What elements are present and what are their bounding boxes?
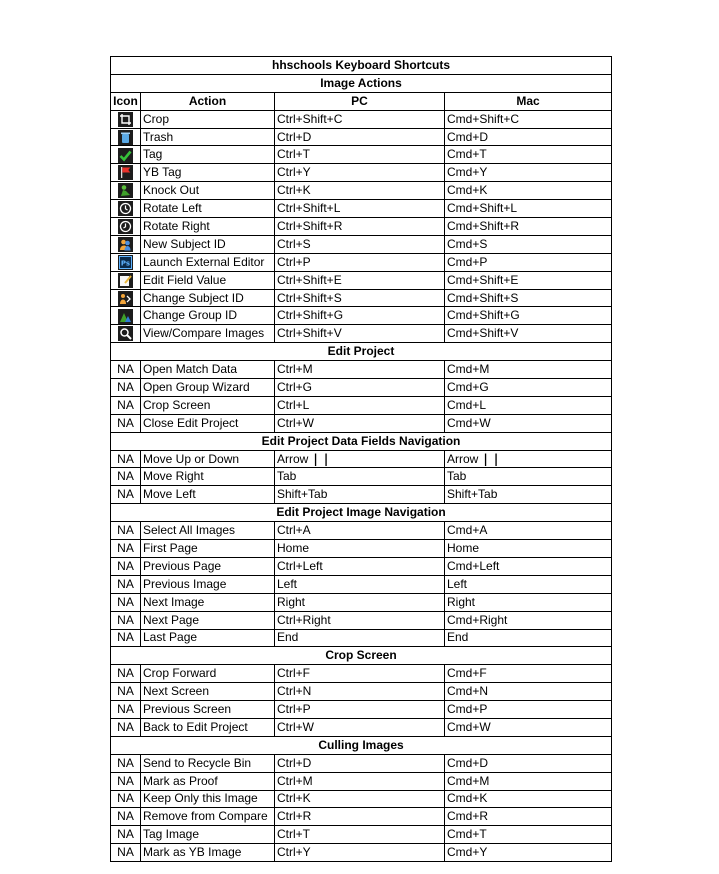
mac-shortcut-cell [445, 486, 612, 504]
action-cell: Mark as YB Image [141, 844, 275, 862]
table-row [111, 593, 612, 611]
pc-shortcut: Ctrl+Shift+R [277, 218, 343, 233]
mac-shortcut-cell [445, 271, 612, 289]
action-cell: Back to Edit Project [141, 718, 275, 736]
mac-shortcut: Cmd+Right [447, 612, 508, 627]
icon-na-cell: NA [111, 522, 141, 540]
icon-na-cell: NA [111, 593, 141, 611]
icon-cell [111, 289, 141, 307]
mac-shortcut: Arrow [447, 451, 479, 466]
mac-shortcut-cell [445, 522, 612, 540]
icon-na-cell: NA [111, 629, 141, 647]
pc-shortcut-cell [275, 772, 445, 790]
mac-shortcut-cell [445, 325, 612, 343]
section-title: Image Actions [111, 74, 612, 92]
pc-shortcut: Ctrl+D [277, 755, 312, 770]
mac-shortcut-cell [445, 253, 612, 271]
action-cell: Crop [141, 110, 275, 128]
pc-shortcut-cell [275, 110, 445, 128]
pc-shortcut-cell [275, 361, 445, 379]
mac-shortcut: Home [447, 540, 480, 555]
action-cell: Mark as Proof [141, 772, 275, 790]
mac-shortcut-cell [445, 414, 612, 432]
mac-shortcut-cell [445, 307, 612, 325]
pc-shortcut: Ctrl+T [277, 147, 310, 162]
mac-shortcut-cell [445, 701, 612, 719]
mac-shortcut: Cmd+K [447, 791, 488, 806]
pc-shortcut-cell [275, 826, 445, 844]
pc-shortcut: Tab [277, 469, 297, 484]
pc-shortcut: Ctrl+R [277, 809, 312, 824]
table-row [111, 701, 612, 719]
mac-shortcut: Cmd+M [447, 773, 490, 788]
mac-shortcut-cell [445, 468, 612, 486]
shortcuts-table [110, 56, 612, 862]
action-cell: Move Left [141, 486, 275, 504]
pc-shortcut: Ctrl+G [277, 379, 313, 394]
pc-shortcut: Ctrl+A [277, 523, 311, 538]
action-cell: Next Screen [141, 683, 275, 701]
checkmark-icon [118, 148, 133, 163]
icon-cell [111, 146, 141, 164]
mac-shortcut: Cmd+P [447, 254, 488, 269]
action-cell: Trash [141, 128, 275, 146]
pc-shortcut: Ctrl+N [277, 684, 312, 699]
mac-shortcut-cell [445, 844, 612, 862]
section-header-row [111, 647, 612, 665]
icon-na-cell: NA [111, 790, 141, 808]
pc-shortcut-cell [275, 253, 445, 271]
section-header-row [111, 432, 612, 450]
table-row [111, 754, 612, 772]
pc-shortcut: Ctrl+M [277, 362, 313, 377]
icon-cell [111, 218, 141, 236]
mac-shortcut-cell [445, 128, 612, 146]
pc-shortcut: Ctrl+Right [277, 612, 331, 627]
pc-shortcut-cell [275, 611, 445, 629]
arrow-bars-icon: | | [313, 451, 330, 466]
column-header-row [111, 92, 612, 110]
pc-shortcut: Left [277, 576, 298, 591]
table-row [111, 361, 612, 379]
table-row [111, 450, 612, 468]
pc-shortcut: Ctrl+Shift+E [277, 272, 342, 287]
icon-na-cell: NA [111, 826, 141, 844]
mac-shortcut: Cmd+Left [447, 558, 500, 573]
mac-shortcut: Cmd+P [447, 702, 488, 716]
mac-shortcut: Cmd+D [447, 755, 489, 770]
action-cell: Select All Images [141, 522, 275, 540]
section-title: Culling Images [111, 736, 612, 754]
pc-shortcut-cell [275, 182, 445, 200]
mac-shortcut-cell [445, 629, 612, 647]
action-cell: Launch External Editor [141, 253, 275, 271]
section-header-row [111, 343, 612, 361]
edit-field-icon [118, 273, 133, 288]
table-row [111, 182, 612, 200]
action-cell: Crop Screen [141, 396, 275, 414]
table-row [111, 307, 612, 325]
pc-shortcut-cell [275, 486, 445, 504]
table-row [111, 128, 612, 146]
mac-shortcut: Cmd+Shift+C [447, 111, 520, 126]
action-cell: Tag Image [141, 826, 275, 844]
icon-na-cell: NA [111, 683, 141, 701]
mac-shortcut: Left [447, 576, 468, 591]
pc-shortcut-cell [275, 557, 445, 575]
mac-shortcut-cell [445, 593, 612, 611]
pc-shortcut-cell [275, 808, 445, 826]
mac-shortcut: Cmd+T [447, 147, 487, 162]
table-row [111, 540, 612, 558]
knockout-icon [118, 183, 133, 198]
icon-na-cell: NA [111, 772, 141, 790]
flag-icon [118, 165, 133, 180]
title-row [111, 57, 612, 75]
section-title: Edit Project [111, 343, 612, 361]
column-header-icon: Icon [111, 92, 141, 110]
table-row [111, 146, 612, 164]
mac-shortcut-cell [445, 182, 612, 200]
table-row [111, 289, 612, 307]
mac-shortcut: Cmd+Shift+E [447, 272, 519, 287]
mac-shortcut: Cmd+W [447, 415, 491, 430]
table-row [111, 379, 612, 397]
icon-na-cell: NA [111, 575, 141, 593]
mac-shortcut: Cmd+R [447, 809, 489, 824]
table-row [111, 611, 612, 629]
svg-text:Ps: Ps [120, 259, 131, 268]
action-cell: Move Right [141, 468, 275, 486]
table-row [111, 844, 612, 862]
icon-na-cell: NA [111, 361, 141, 379]
pc-shortcut: Ctrl+Shift+G [277, 308, 344, 323]
pc-shortcut-cell [275, 593, 445, 611]
mac-shortcut: Cmd+K [447, 183, 488, 198]
section-header-row [111, 74, 612, 92]
mac-shortcut: Cmd+N [447, 684, 489, 699]
table-row [111, 235, 612, 253]
pc-shortcut: Ctrl+Shift+V [277, 326, 342, 341]
table-row [111, 253, 612, 271]
mac-shortcut-cell [445, 718, 612, 736]
pc-shortcut-cell [275, 701, 445, 719]
mac-shortcut-cell [445, 540, 612, 558]
pc-shortcut-cell [275, 754, 445, 772]
mac-shortcut-cell [445, 772, 612, 790]
table-row [111, 110, 612, 128]
pc-shortcut: Ctrl+Y [277, 845, 311, 860]
pc-shortcut-cell [275, 271, 445, 289]
mac-shortcut-cell [445, 754, 612, 772]
icon-na-cell: NA [111, 808, 141, 826]
table-row [111, 396, 612, 414]
mac-shortcut-cell [445, 361, 612, 379]
action-cell: Move Up or Down [141, 450, 275, 468]
pc-shortcut-cell [275, 414, 445, 432]
mac-shortcut-cell [445, 164, 612, 182]
mac-shortcut: Cmd+L [447, 397, 487, 412]
action-cell: Open Match Data [141, 361, 275, 379]
trash-icon [118, 130, 133, 145]
mac-shortcut-cell [445, 200, 612, 218]
mac-shortcut-cell [445, 611, 612, 629]
mac-shortcut-cell [445, 557, 612, 575]
mac-shortcut-cell [445, 379, 612, 397]
pc-shortcut: Ctrl+W [277, 719, 314, 734]
icon-cell [111, 164, 141, 182]
table-row [111, 325, 612, 343]
pc-shortcut: Ctrl+W [277, 415, 314, 430]
pc-shortcut: Ctrl+D [277, 129, 312, 144]
action-cell: Previous Page [141, 557, 275, 575]
icon-cell [111, 128, 141, 146]
icon-cell [111, 325, 141, 343]
pc-shortcut-cell [275, 200, 445, 218]
mac-shortcut-cell [445, 826, 612, 844]
mac-shortcut-cell [445, 218, 612, 236]
pc-shortcut-cell [275, 164, 445, 182]
pc-shortcut: Ctrl+P [277, 702, 311, 716]
subject-icon [118, 237, 133, 252]
pc-shortcut-cell [275, 379, 445, 397]
action-cell: Crop Forward [141, 665, 275, 683]
table-row [111, 790, 612, 808]
action-cell: Previous Image [141, 575, 275, 593]
pc-shortcut-cell [275, 325, 445, 343]
action-cell: Tag [141, 146, 275, 164]
mac-shortcut: Cmd+Y [447, 165, 488, 180]
mac-shortcut-cell [445, 396, 612, 414]
column-header-pc: PC [275, 92, 445, 110]
pc-shortcut: Arrow [277, 451, 309, 466]
pc-shortcut-cell [275, 235, 445, 253]
pc-shortcut: End [277, 630, 299, 645]
table-row [111, 468, 612, 486]
table-row [111, 683, 612, 701]
pc-shortcut-cell [275, 844, 445, 862]
table-row [111, 522, 612, 540]
icon-cell [111, 253, 141, 271]
pc-shortcut-cell [275, 307, 445, 325]
pc-shortcut-cell [275, 522, 445, 540]
mac-shortcut: Cmd+Shift+V [447, 326, 519, 341]
pc-shortcut-cell [275, 468, 445, 486]
icon-na-cell: NA [111, 557, 141, 575]
pc-shortcut: Ctrl+Left [277, 558, 323, 573]
pc-shortcut-cell [275, 146, 445, 164]
action-cell: Next Image [141, 593, 275, 611]
table-row [111, 665, 612, 683]
icon-cell [111, 271, 141, 289]
icon-na-cell: NA [111, 665, 141, 683]
mac-shortcut: Cmd+D [447, 129, 489, 144]
mac-shortcut: Cmd+T [447, 827, 487, 842]
pc-shortcut: Ctrl+M [277, 773, 313, 788]
table-row [111, 271, 612, 289]
table-row [111, 164, 612, 182]
pc-shortcut-cell [275, 629, 445, 647]
rotate-right-icon [118, 219, 133, 234]
mac-shortcut-cell [445, 665, 612, 683]
table-row [111, 808, 612, 826]
section-header-row [111, 504, 612, 522]
pc-shortcut: Ctrl+Shift+S [277, 290, 342, 305]
pc-shortcut: Ctrl+F [277, 666, 310, 681]
pc-shortcut: Ctrl+K [277, 791, 311, 806]
action-cell: Next Page [141, 611, 275, 629]
icon-na-cell: NA [111, 486, 141, 504]
action-cell: Edit Field Value [141, 271, 275, 289]
pc-shortcut: Ctrl+L [277, 397, 310, 412]
action-cell: Send to Recycle Bin [141, 754, 275, 772]
table-row [111, 200, 612, 218]
action-cell: YB Tag [141, 164, 275, 182]
column-header-action: Action [141, 92, 275, 110]
pc-shortcut: Ctrl+Y [277, 165, 311, 180]
pc-shortcut: Ctrl+T [277, 827, 310, 842]
icon-na-cell: NA [111, 414, 141, 432]
pc-shortcut: Ctrl+P [277, 254, 311, 269]
action-cell: Last Page [141, 629, 275, 647]
pc-shortcut: Right [277, 594, 306, 609]
icon-na-cell: NA [111, 718, 141, 736]
section-title: Edit Project Data Fields Navigation [111, 432, 612, 450]
pc-shortcut: Ctrl+Shift+C [277, 111, 343, 126]
arrow-bars-icon: | | [483, 451, 500, 466]
magnifier-icon [118, 326, 133, 341]
action-cell: Rotate Right [141, 218, 275, 236]
mac-shortcut-cell [445, 146, 612, 164]
icon-na-cell: NA [111, 754, 141, 772]
mac-shortcut: Cmd+Shift+R [447, 218, 520, 233]
action-cell: New Subject ID [141, 235, 275, 253]
icon-cell [111, 200, 141, 218]
table-row [111, 575, 612, 593]
icon-na-cell: NA [111, 844, 141, 862]
change-subject-icon [118, 291, 133, 306]
mac-shortcut-cell [445, 235, 612, 253]
mac-shortcut: Tab [447, 469, 467, 484]
icon-na-cell: NA [111, 396, 141, 414]
section-title: Crop Screen [111, 647, 612, 665]
pc-shortcut: Ctrl+K [277, 183, 311, 198]
table-row [111, 557, 612, 575]
pc-shortcut: Shift+Tab [277, 487, 328, 502]
pc-shortcut-cell [275, 575, 445, 593]
table-row [111, 218, 612, 236]
pc-shortcut-cell [275, 396, 445, 414]
pc-shortcut: Home [277, 540, 310, 555]
mac-shortcut: Right [447, 594, 476, 609]
pc-shortcut: Ctrl+S [277, 236, 311, 251]
column-header-mac: Mac [445, 92, 612, 110]
action-cell: Previous Screen [141, 701, 275, 719]
table-row [111, 772, 612, 790]
mac-shortcut-cell [445, 110, 612, 128]
mac-shortcut-cell [445, 450, 612, 468]
action-cell: Change Group ID [141, 307, 275, 325]
action-cell: Change Subject ID [141, 289, 275, 307]
action-cell: Keep Only this Image [141, 790, 275, 808]
mac-shortcut: Cmd+G [447, 379, 489, 394]
icon-cell [111, 235, 141, 253]
action-cell: Knock Out [141, 182, 275, 200]
pc-shortcut-cell [275, 718, 445, 736]
mac-shortcut: Cmd+Shift+S [447, 290, 519, 305]
crop-icon [118, 112, 133, 127]
icon-na-cell: NA [111, 450, 141, 468]
table-row [111, 414, 612, 432]
icon-na-cell: NA [111, 611, 141, 629]
action-cell: Close Edit Project [141, 414, 275, 432]
icon-cell [111, 110, 141, 128]
change-group-icon [118, 309, 133, 324]
mac-shortcut: Cmd+Y [447, 845, 488, 860]
icon-cell [111, 182, 141, 200]
pc-shortcut-cell [275, 540, 445, 558]
section-title: Edit Project Image Navigation [111, 504, 612, 522]
mac-shortcut: Cmd+W [447, 719, 491, 734]
section-header-row [111, 736, 612, 754]
table-row [111, 718, 612, 736]
mac-shortcut: Cmd+A [447, 523, 488, 538]
icon-na-cell: NA [111, 701, 141, 719]
mac-shortcut: End [447, 630, 469, 645]
mac-shortcut-cell [445, 790, 612, 808]
mac-shortcut-cell [445, 289, 612, 307]
pc-shortcut-cell [275, 683, 445, 701]
mac-shortcut: Cmd+S [447, 236, 488, 251]
action-cell: First Page [141, 540, 275, 558]
icon-cell [111, 307, 141, 325]
mac-shortcut: Cmd+Shift+L [447, 201, 518, 216]
pc-shortcut-cell [275, 218, 445, 236]
table-row [111, 629, 612, 647]
photoshop-icon [118, 255, 133, 270]
action-cell: View/Compare Images [141, 325, 275, 343]
mac-shortcut-cell [445, 575, 612, 593]
mac-shortcut-cell [445, 683, 612, 701]
pc-shortcut-cell [275, 289, 445, 307]
pc-shortcut-cell [275, 665, 445, 683]
table-row [111, 486, 612, 504]
action-cell: Rotate Left [141, 200, 275, 218]
table-row [111, 826, 612, 844]
pc-shortcut-cell [275, 450, 445, 468]
sheet-title: hhschools Keyboard Shortcuts [111, 57, 612, 75]
pc-shortcut-cell [275, 790, 445, 808]
mac-shortcut: Shift+Tab [447, 487, 498, 502]
icon-na-cell: NA [111, 540, 141, 558]
mac-shortcut: Cmd+Shift+G [447, 308, 520, 323]
pc-shortcut-cell [275, 128, 445, 146]
action-cell: Remove from Compare [141, 808, 275, 826]
action-cell: Open Group Wizard [141, 379, 275, 397]
mac-shortcut: Cmd+F [447, 666, 487, 681]
icon-na-cell: NA [111, 379, 141, 397]
pc-shortcut: Ctrl+Shift+L [277, 201, 341, 216]
mac-shortcut: Cmd+M [447, 362, 490, 377]
icon-na-cell: NA [111, 468, 141, 486]
rotate-left-icon [118, 201, 133, 216]
mac-shortcut-cell [445, 808, 612, 826]
